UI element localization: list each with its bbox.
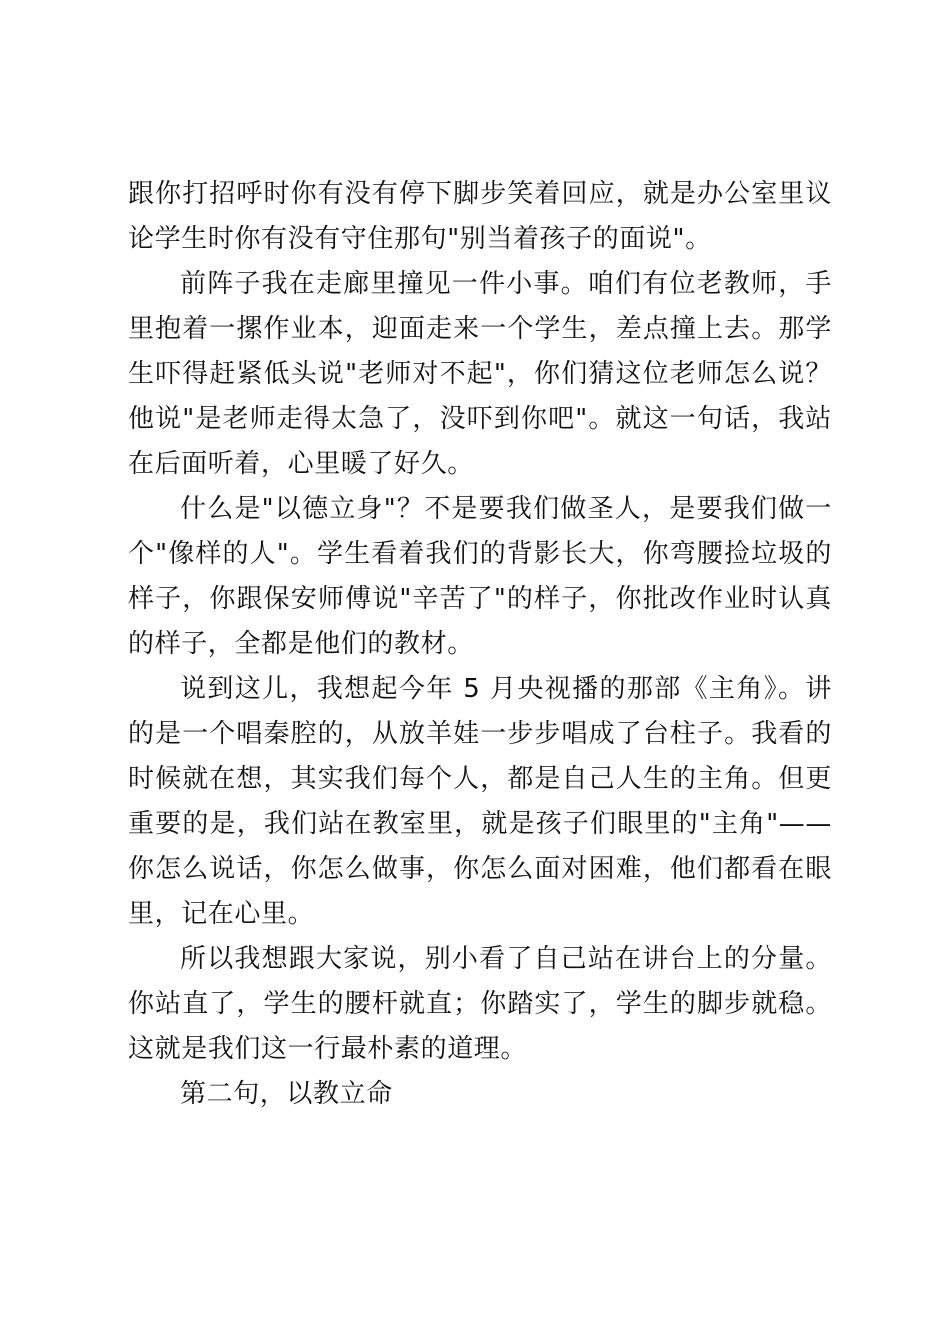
paragraph-1: 跟你打招呼时你有没有停下脚步笑着回应，就是办公室里议论学生时你有没有守住那句"别当着孩子的面说"。 [128,179,832,254]
section-heading: 第二句，以教立命 [180,1079,393,1109]
body-text [128,172,832,1117]
paragraph-2: 前阵子我在走廊里撞见一件小事。咱们有位老教师，手里抱着一摞作业本，迎面走来一个学生，差点撞上去。那学生吓得赶紧低头说"老师对不起"，你们猜这位老师怎么说？他说"是老师走得太急了，没吓到你吧"。就这一句话，我站在后面听着，心里暖了好久。 [128,269,832,479]
paragraph-5: 所以我想跟大家说，别小看了自己站在讲台上的分量。你站直了，学生的腰杆就直；你踏实了，学生的脚步就稳。这就是我们这一行最朴素的道理。 [128,944,832,1064]
paragraph-3: 什么是"以德立身"？不是要我们做圣人，是要我们做一个"像样的人"。学生看着我们的背影长大，你弯腰捡垃圾的样子，你跟保安师傅说"辛苦了"的样子，你批改作业时认真的样子，全都是他们的教材。 [128,494,832,659]
paragraph-4: 说到这儿，我想起今年 5 月央视播的那部《主角》。讲的是一个唱秦腔的，从放羊娃一步步唱成了台柱子。我看的时候就在想，其实我们每个人，都是自己人生的主角。但更重要的是，我们站在教室里，就是孩子们眼里的"主角"——你怎么说话，你怎么做事，你怎么面对困难，他们都看在眼里，记在心里。 [128,674,832,929]
